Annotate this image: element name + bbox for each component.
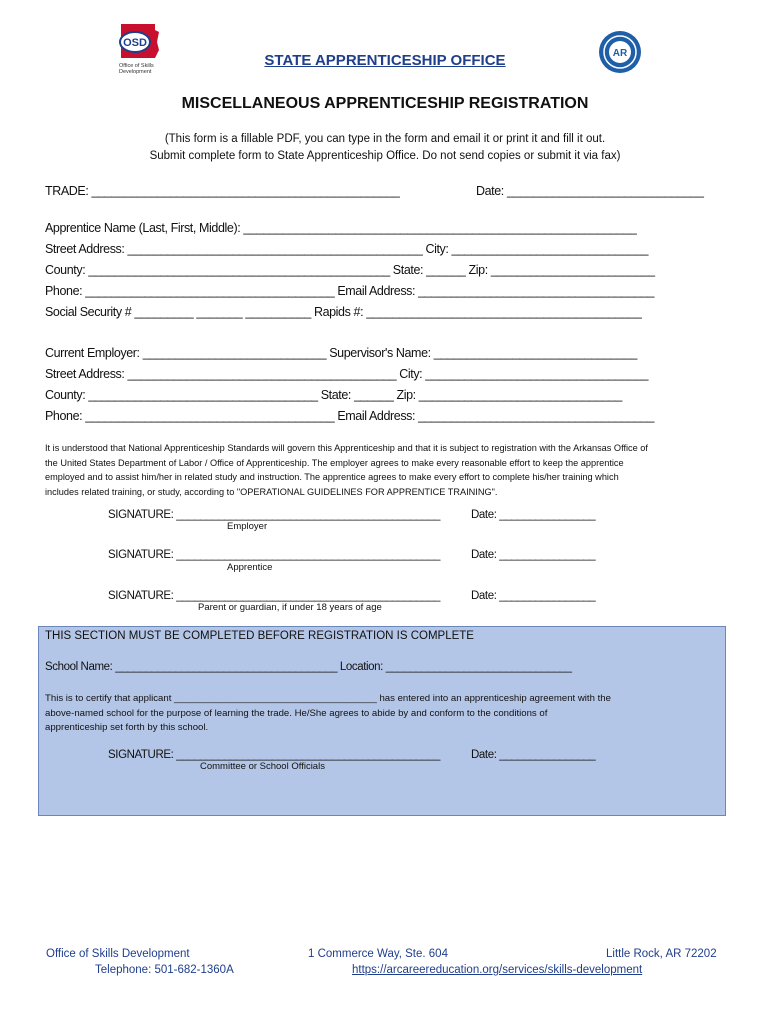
trade-field[interactable]: TRADE: _______________________________________________	[45, 184, 400, 198]
intro-line-2: Submit complete form to State Apprenticeship Office. Do not send copies or submit it via fax)	[149, 150, 621, 162]
school-signature-date[interactable]: Date: ________________	[471, 749, 596, 761]
employer-name-field[interactable]: Current Employer: ____________________________ Supervisor's Name: _______________________________	[45, 346, 637, 360]
footer-city: Little Rock, AR 72202	[606, 948, 717, 960]
footer-office: Office of Skills Development	[46, 948, 190, 960]
school-name-field[interactable]: School Name: _____________________________________ Location: _______________________________	[45, 661, 572, 673]
agreement-line: employed and to assist him/her in related study and instruction. The apprentice agrees to make every effort to complete his/her training which	[45, 472, 619, 482]
employer-signature-field[interactable]: SIGNATURE: ____________________________________________	[108, 509, 441, 521]
trade-date-field[interactable]: Date: ______________________________	[476, 184, 704, 198]
employer-street-field[interactable]: Street Address: _________________________________________ City: __________________________________	[45, 367, 649, 381]
employer-county-field[interactable]: County: ___________________________________ State: ______ Zip: _______________________________	[45, 388, 622, 402]
office-title: STATE APPRENTICESHIP OFFICE	[264, 52, 506, 69]
svg-text:Office of Skills: Office of Skills	[119, 63, 154, 69]
guardian-caption: Parent or guardian, if under 18 years of age	[198, 602, 382, 613]
cert-line: apprenticeship set forth by this school.	[45, 722, 209, 733]
cert-line[interactable]: This is to certify that applicant ______________________________________ has entered into an apprenticeship agreement with the	[45, 693, 611, 704]
guardian-signature-field[interactable]: SIGNATURE: ____________________________________________	[108, 590, 441, 602]
svg-text:OSD: OSD	[123, 37, 147, 49]
agreement-line: includes related training, or study, according to "OPERATIONAL GUIDELINES FOR APPRENTICE TRAINING".	[45, 486, 498, 497]
apprentice-ssn-field[interactable]: Social Security # _________ _______ __________ Rapids #: __________________________________________	[45, 305, 642, 319]
footer-website-link[interactable]: https://arcareereducation.org/services/skills-development	[352, 964, 643, 976]
agreement-line: the United States Department of Labor / Office of Apprenticeship. The employer agrees to make every reasonable effort to keep the apprentice	[45, 457, 624, 468]
employer-caption: Employer	[227, 521, 268, 532]
footer-telephone: Telephone: 501-682-1360A	[95, 964, 234, 976]
apprentice-signature-field[interactable]: SIGNATURE: ____________________________________________	[108, 549, 441, 561]
apprentice-county-field[interactable]: County: ______________________________________________ State: ______ Zip: _________________________	[45, 263, 655, 277]
apprentice-street-field[interactable]: Street Address: _____________________________________________ City: ______________________________	[45, 242, 649, 256]
apprentice-caption: Apprentice	[227, 562, 273, 573]
intro-line-1: (This form is a fillable PDF, you can type in the form and email it or print it and fill it out.	[164, 133, 606, 145]
school-section-heading: THIS SECTION MUST BE COMPLETED BEFORE REGISTRATION IS COMPLETE	[45, 630, 474, 642]
agreement-line: It is understood that National Apprenticeship Standards will govern this Apprenticeship and that it is subject to registration with the Arkansas Office of	[45, 443, 648, 453]
footer-address: 1 Commerce Way, Ste. 604	[308, 948, 448, 960]
school-signature-caption: Committee or School Officials	[200, 761, 325, 772]
svg-text:AR: AR	[612, 48, 628, 59]
employer-phone-field[interactable]: Phone: ______________________________________ Email Address: ____________________________________	[45, 409, 655, 423]
employer-signature-date[interactable]: Date: ________________	[471, 509, 596, 521]
apprentice-signature-date[interactable]: Date: ________________	[471, 549, 596, 561]
school-signature-field[interactable]: SIGNATURE: ____________________________________________	[108, 749, 441, 761]
apprentice-name-field[interactable]: Apprentice Name (Last, First, Middle): ____________________________________________________________	[45, 221, 637, 235]
certification-paragraph	[45, 692, 725, 736]
cert-line: above-named school for the purpose of learning the trade. He/She agrees to abide by and conform to the conditions of	[45, 707, 548, 719]
guardian-signature-date[interactable]: Date: ________________	[471, 590, 596, 602]
svg-text:Development: Development	[119, 69, 152, 75]
apprentice-phone-field[interactable]: Phone: ______________________________________ Email Address: ____________________________________	[45, 284, 655, 298]
agreement-paragraph	[45, 441, 735, 499]
form-title: MISCELLANEOUS APPRENTICESHIP REGISTRATION	[181, 95, 589, 112]
